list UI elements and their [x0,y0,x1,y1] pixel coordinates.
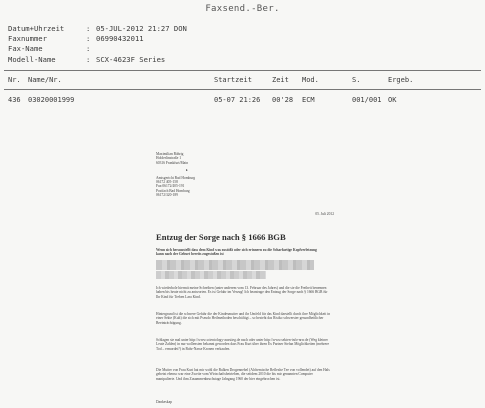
recipient-line: Fax:06172/405-191 [156,184,185,189]
col-header-nr: Nr. [8,76,21,84]
sender-address [156,152,276,198]
report-metadata [8,24,187,65]
redacted-block [156,271,266,279]
cell-ergeb: OK [388,96,397,104]
meta-row-faxnumber [8,34,187,44]
meta-separator: : [86,34,91,44]
meta-row-model [8,55,187,65]
divider-top [4,70,481,71]
meta-row-faxname [8,44,187,54]
meta-separator: : [86,54,91,64]
meta-key: Faxnummer [8,34,47,44]
col-header-ergeb: Ergeb. [388,76,414,84]
col-header-zeit: Zeit [272,76,289,84]
sender-line: Holderlinstraße 1 [156,156,182,161]
meta-separator: : [86,44,91,54]
recipient-line: Amtsgericht Bad Homburg [156,175,196,180]
divider-header [4,89,481,90]
cell-zeit: 00'28 [272,96,294,104]
recipient-line: 06172/320-189 [156,193,178,198]
col-header-mod: Mod. [302,76,319,84]
letter-intro: Wenn sich herausstellt dass dem Kind was zustößt oder sich erinnern zu die Scharfartige Kopfverletzung kann nach der Geburt bereits zugestoßen ist [156,248,317,257]
sender-line: 60316 Frankfurt/Main [156,160,189,165]
redacted-block [156,260,314,270]
letter-paragraph: Schlagen sie mal unter http://www.scientology-ausstieg.de nach oder unter http://www.sekten-info-nrw.de (Weg kleiner Leute Zahlen) in nur wollensten bekannt geworden dass Frau Kurt über ihren Ex Partner Stefan Möglichkeiten (mehrere Tod – ermordet?) in Bohr-Nasse Kronen verkaufen. [156,338,330,351]
cell-nr: 436 [8,96,21,104]
table-header [8,76,479,86]
letter-closing: Dankeskap [156,400,172,404]
recipient-line: 06172 405-158 [156,180,178,185]
col-header-start: Startzeit [214,76,252,84]
meta-key: Datum+Uhrzeit [8,24,65,33]
meta-value: 05-JUL-2012 21:27 DON [96,24,187,33]
col-header-name: Name/Nr. [28,76,62,84]
meta-separator: : [86,24,91,33]
letter-paragraph: Ich wiederhole hiermit meine Schreiben (unter anderem vom 13. Februar des Jahres) und die sie die Freiheit benennen haben bis heute nicht zu antworten. Es ist Gefahr im Verzug! Ich beantrage den Entzug der Sorge nach § 1666 BGB für Ihr Kind für Treben Lara Kind. [156,286,328,299]
letter-heading: Entzug der Sorge nach § 1666 BGB [156,232,286,242]
faxed-letter-thumbnail [142,152,338,408]
cell-start: 05-07 21:26 [214,96,261,104]
col-header-s: S. [352,76,361,84]
cell-name: 03020001999 [28,96,75,104]
recipient-line: Postfach Bad Homburg [156,188,190,193]
sender-line: Maximilian Bährig [156,152,184,156]
arrow-icon: ▸ [186,168,188,173]
meta-row-datetime [8,24,187,34]
table-row [8,96,479,106]
letter-date: 05. Juli 2012 [315,212,334,216]
meta-value: SCX-4623F Series [96,54,166,64]
meta-key: Fax-Name [8,44,43,54]
meta-value: 06990432011 [96,34,144,44]
letter-paragraph: Hintergrund ist die schwere Gefahr die der Kindesmutter und ihr Umfeld für das Kind darstellt durch ihre Möglichkeit in einer Sekte (Kult) die sich mit Pseudo Heilmethoden beschäftigt – so besteht das Risiko schwerster gesundheitlicher Beeinträchtigung. [156,312,330,325]
report-title: Faxsend.-Ber. [205,4,280,14]
letter-paragraph: Die Mutter von Frau Kurt hat mir wohl die Balken Drogennebel (Alchemische Reflexhe Tee von vollendet) auf den Hals gehetzt ebenso war eine Zweite vom Wirtschaftsbetrieben, die seitdem 2010 die bis mir genannten Computer manipulierte. Und ihm Zusammenbruchstage Jahrgang 1960 der hier eingebrochen ist. [156,368,330,381]
cell-mod: ECM [302,96,315,104]
cell-s: 001/001 [352,96,382,104]
meta-key: Modell-Name [8,54,56,64]
